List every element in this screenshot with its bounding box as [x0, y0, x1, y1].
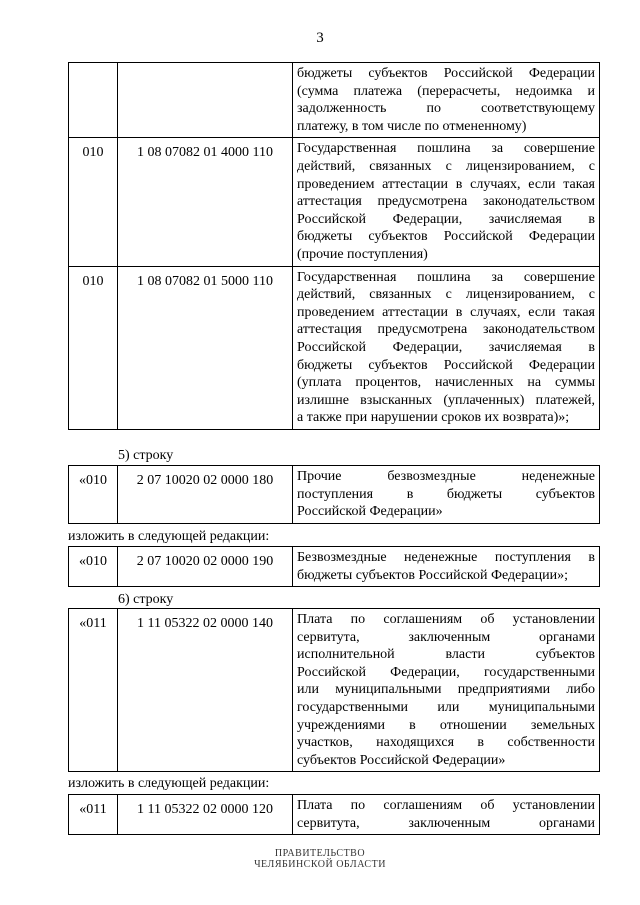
footer-stamp [0, 848, 640, 870]
table-block-3 [68, 546, 600, 587]
table-block-4 [68, 608, 600, 772]
admin-cell: 010 [69, 138, 118, 266]
description-cell: Плата по соглашениям об установлении сервитута, заключенным органами [293, 795, 600, 835]
table-row [69, 795, 600, 835]
table-row [69, 609, 600, 772]
replace-instruction-1: изложить в следующей редакции: [68, 529, 270, 544]
footer-line-2: ЧЕЛЯБИНСКОЙ ОБЛАСТИ [254, 859, 386, 870]
admin-cell: «011 [69, 609, 118, 772]
code-cell: 2 07 10020 02 0000 180 [118, 466, 293, 524]
code-cell: 1 11 05322 02 0000 140 [118, 609, 293, 772]
description-cell: Государственная пошлина за совершение действий, связанных с лицензированием, с проведением аттестации в случаях, если такая аттестация предусмотрена законодательством Российской Федерации, зачисляемая в бюджеты субъектов Российской Федерации (прочие поступления) [293, 138, 600, 266]
instruction-5: 5) строку [118, 448, 174, 463]
footer-line-1: ПРАВИТЕЛЬСТВО [274, 848, 366, 859]
table-block-1 [68, 62, 600, 430]
description-cell: Прочие безвозмездные неденежные поступления в бюджеты субъектов Российской Федерации» [293, 466, 600, 524]
table-block-5 [68, 794, 600, 835]
table-row [69, 266, 600, 429]
code-cell: 1 08 07082 01 5000 110 [118, 266, 293, 429]
admin-cell: «010 [69, 466, 118, 524]
admin-cell: «010 [69, 547, 118, 587]
description-cell: Безвозмездные неденежные поступления в бюджеты субъектов Российской Федерации»; [293, 547, 600, 587]
instruction-6: 6) строку [118, 592, 174, 607]
table-row [69, 138, 600, 266]
table-row [69, 466, 600, 524]
description-cell: бюджеты субъектов Российской Федерации (сумма платежа (перерасчеты, недоимка и задолженность по соответствующему платежу, в том числе по отмененному) [293, 63, 600, 138]
table-row [69, 547, 600, 587]
admin-cell [69, 63, 118, 138]
description-cell: Плата по соглашениям об установлении сервитута, заключенным органами исполнительной власти субъектов Российской Федерации, государственными или муниципальными предприятиями либо государственными или муниципальными учреждениями в отношении земельных участков, находящихся в собственности субъектов Российской Федерации» [293, 609, 600, 772]
code-cell: 1 11 05322 02 0000 120 [118, 795, 293, 835]
replace-instruction-2: изложить в следующей редакции: [68, 776, 270, 791]
table-block-2 [68, 465, 600, 524]
admin-cell: «011 [69, 795, 118, 835]
code-cell [118, 63, 293, 138]
admin-cell: 010 [69, 266, 118, 429]
code-cell: 1 08 07082 01 4000 110 [118, 138, 293, 266]
table-row [69, 63, 600, 138]
code-cell: 2 07 10020 02 0000 190 [118, 547, 293, 587]
page-number: 3 [316, 30, 324, 46]
description-cell: Государственная пошлина за совершение действий, связанных с лицензированием, с проведением аттестации в случаях, если такая аттестация предусмотрена законодательством Российской Федерации, зачисляемая в бюджеты субъектов Российской Федерации (уплата процентов, начисленных на суммы излишне взысканных (уплаченных) платежей, а также при нарушении сроков их возврата)»; [293, 266, 600, 429]
